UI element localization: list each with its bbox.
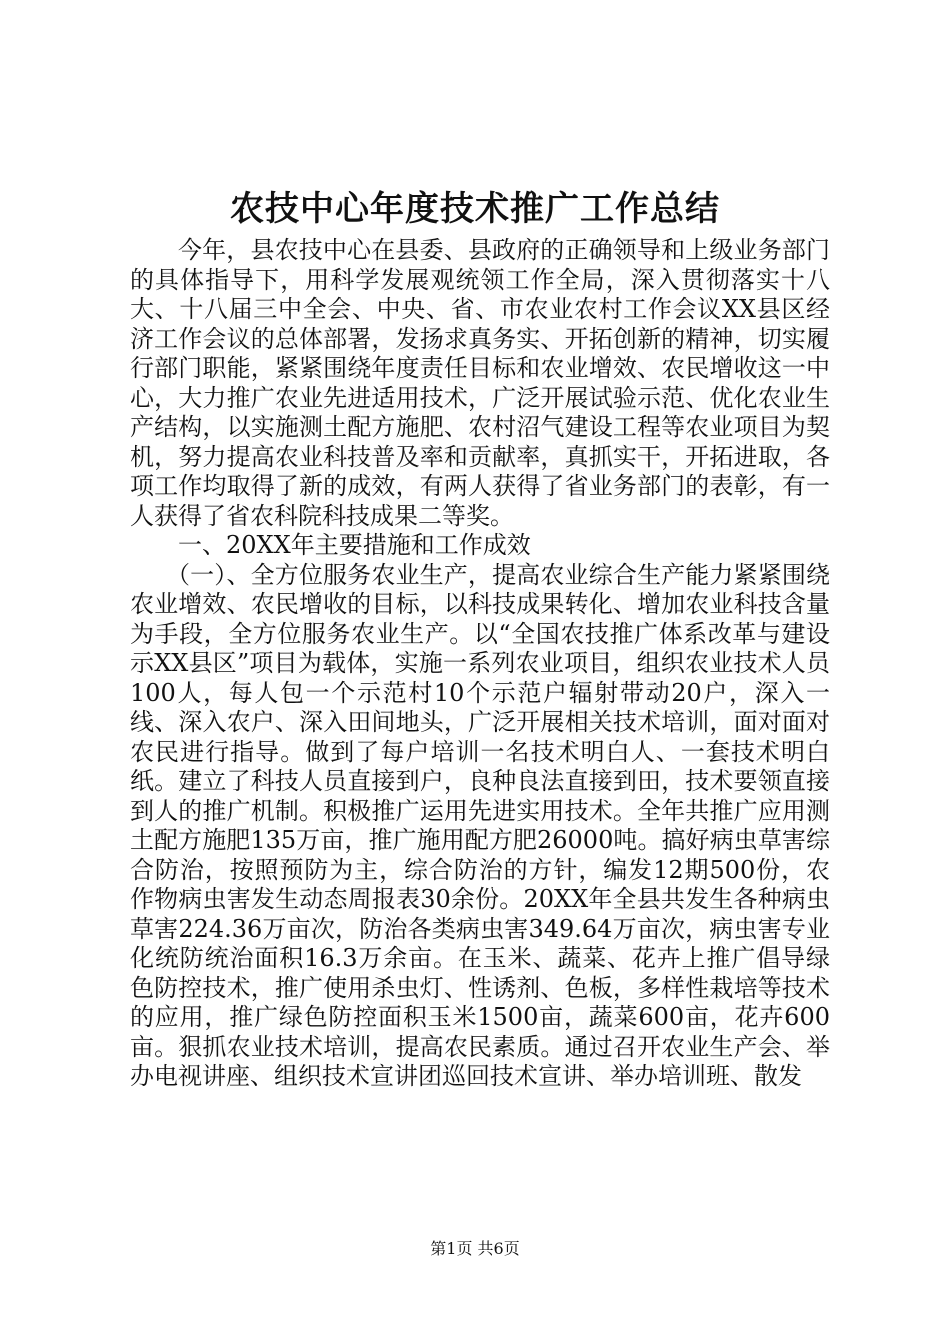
document-title: 农技中心年度技术推广工作总结: [230, 189, 720, 229]
subsection-paragraph: （一）、全方位服务农业生产，提高农业综合生产能力紧紧围绕农业增效、农民增收的目标，以科技成果转化、增加农业科技含量为手段，全方位服务农业生产。以“全国农技推广体系改革与建设示XX县区”项目为载体，实施一系列农业项目，组织农业技术人员100人，每人包一个示范村10个示范户辐射带动20户，深入一线、深入农户、深入田间地头，广泛开展相关技术培训，面对面对农民进行指导。做到了每户培训一名技术明白人、一套技术明白纸。建立了科技人员直接到户，良种良法直接到田，技术要领直接到人的推广机制。积极推广运用先进实用技术。全年共推广应用测土配方施肥135万亩，推广施用配方肥26000吨。搞好病虫草害综合防治，按照预防为主，综合防治的方针，编发12期500份，农作物病虫害发生动态周报表30余份。20XX年全县共发生各种病虫草害224.36万亩次，防治各类病虫害349.64万亩次，病虫害专业化统防统治面积16.3万余亩。在玉米、蔬菜、花卉上推广倡导绿色防控技术，推广使用杀虫灯、性诱剂、色板，多样性栽培等技术的应用，推广绿色防控面积玉米1500亩，蔬菜600亩，花卉600亩。狠抓农业技术培训，提高农民素质。通过召开农业生产会、举办电视讲座、组织技术宣讲团巡回技术宣讲、举办培训班、散发: [130, 560, 830, 1090]
page-footer: 第1页 共6页: [430, 1239, 520, 1258]
document-body: [130, 236, 830, 1092]
intro-paragraph: 今年，县农技中心在县委、县政府的正确领导和上级业务部门的具体指导下，用科学发展观统领工作全局，深入贯彻落实十八大、十八届三中全会、中央、省、市农业农村工作会议XX县区经济工作会议的总体部署，发扬求真务实、开拓创新的精神，切实履行部门职能，紧紧围绕年度责任目标和农业增效、农民增收这一中心，大力推广农业先进适用技术，广泛开展试验示范、优化农业生产结构，以实施测土配方施肥、农村沼气建设工程等农业项目为契机，努力提高农业科技普及率和贡献率，真抓实干，开拓进取，各项工作均取得了新的成效，有两人获得了省业务部门的表彰，有一人获得了省农科院科技成果二等奖。: [130, 236, 830, 530]
section-heading: 一、20XX年主要措施和工作成效: [178, 531, 531, 559]
